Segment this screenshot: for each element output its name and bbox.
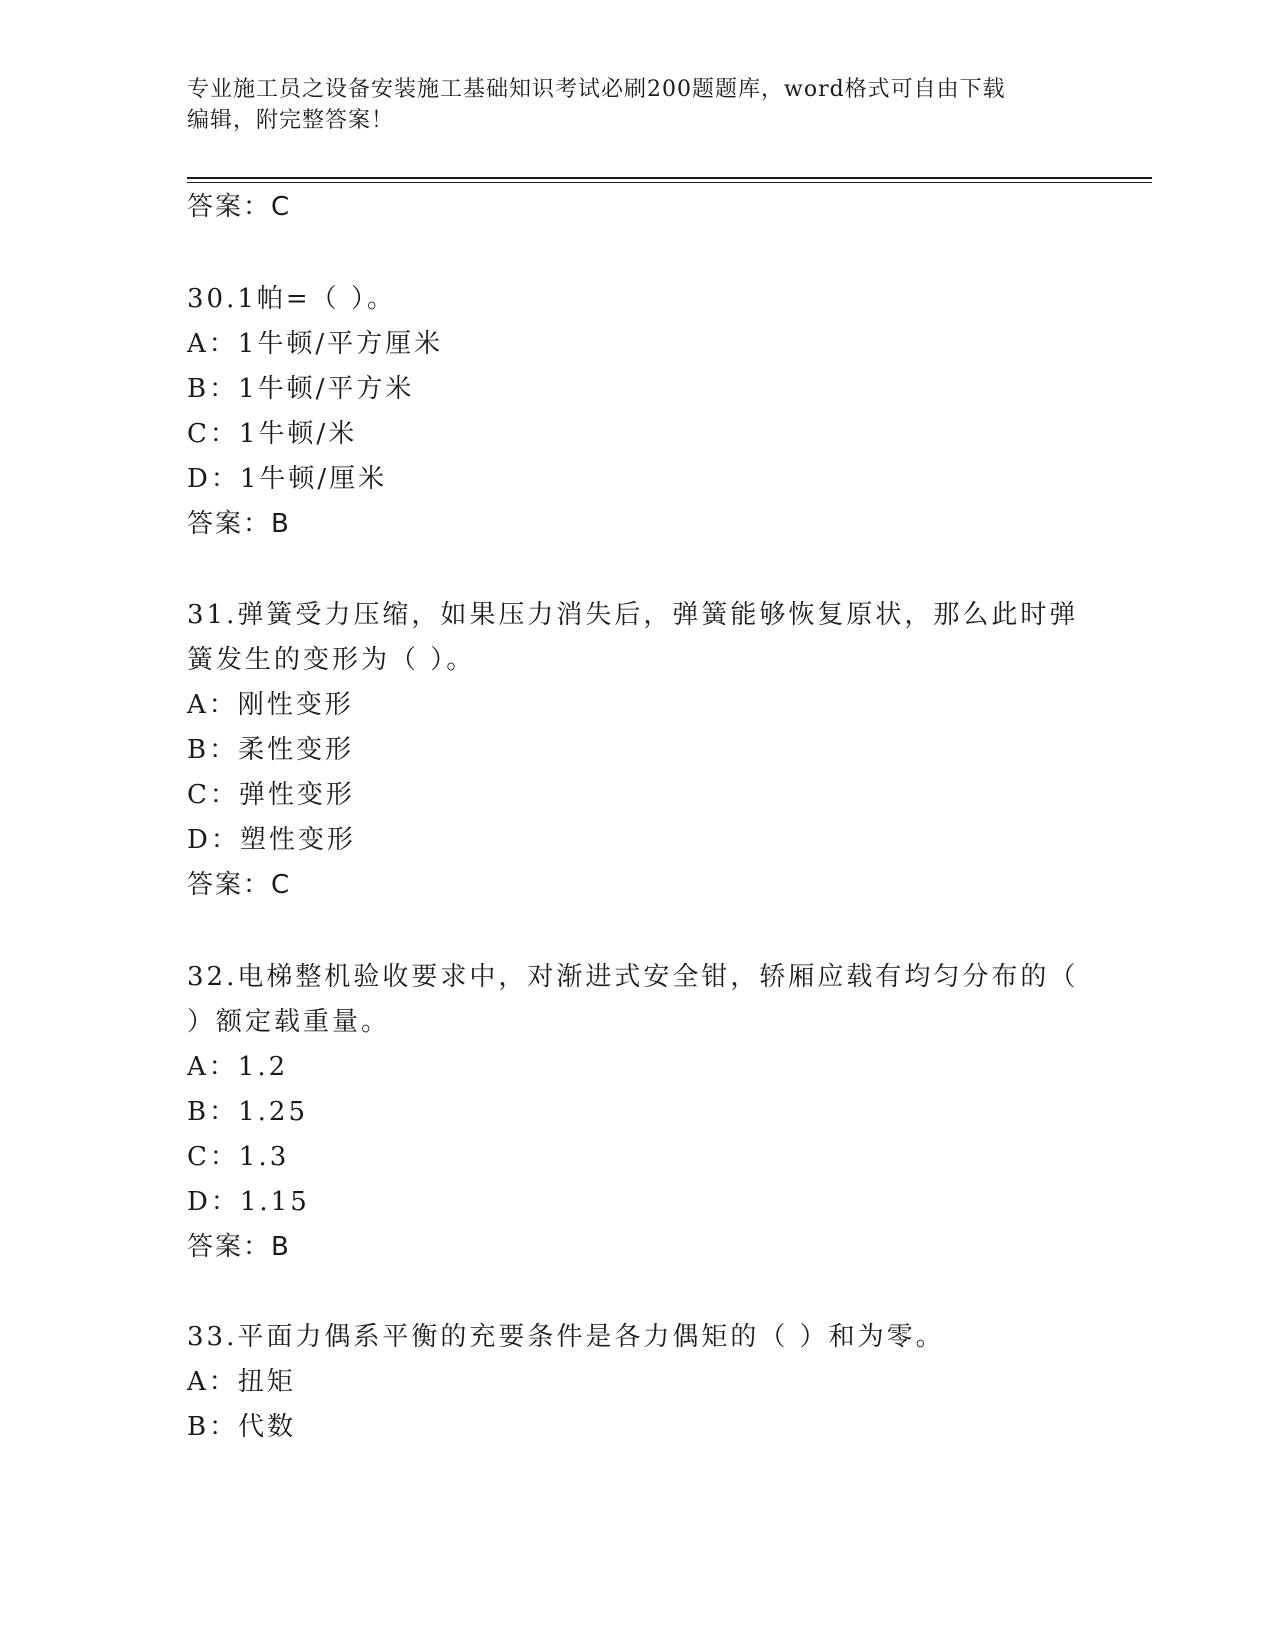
question-32-stem-line-1: 32.电梯整机验收要求中，对渐进式安全钳，轿厢应载有均匀分布的（ <box>187 962 1079 992</box>
answer-previous: 答案：C <box>187 192 292 222</box>
question-32-option-b: B：1.25 <box>187 1097 308 1127</box>
question-32-option-a: A：1.2 <box>187 1052 289 1082</box>
header-divider <box>187 177 1152 179</box>
header-line-2: 编辑，附完整答案！ <box>187 108 395 133</box>
question-32-stem-line-2: ）额定载重量。 <box>187 1007 391 1037</box>
question-31-option-d: D：塑性变形 <box>187 825 356 855</box>
header-divider-thin <box>187 182 1152 183</box>
question-30-option-b: B：1牛顿/平方米 <box>187 374 415 404</box>
question-31-option-a: A：刚性变形 <box>187 690 354 720</box>
question-30-option-c: C：1牛顿/米 <box>187 419 358 449</box>
header-line-1: 专业施工员之设备安装施工基础知识考试必刷200题题库，word格式可自由下载 <box>187 77 1006 102</box>
question-33-option-a: A：扭矩 <box>187 1367 296 1397</box>
question-30-option-a: A：1牛顿/平方厘米 <box>187 329 444 359</box>
question-33-stem: 33.平面力偶系平衡的充要条件是各力偶矩的（ ）和为零。 <box>187 1322 945 1352</box>
question-31-option-c: C：弹性变形 <box>187 780 355 810</box>
question-32-option-c: C：1.3 <box>187 1142 290 1172</box>
question-31-stem-line-2: 簧发生的变形为（ ）。 <box>187 645 476 675</box>
question-30-option-d: D：1牛顿/厘米 <box>187 464 388 494</box>
question-31-option-b: B：柔性变形 <box>187 735 355 765</box>
question-32-option-d: D：1.15 <box>187 1187 310 1217</box>
question-30-answer: 答案：B <box>187 509 291 539</box>
question-30-stem: 30.1帕=（ ）。 <box>187 284 396 314</box>
document-header <box>187 74 1087 136</box>
question-32-answer: 答案：B <box>187 1232 291 1262</box>
question-31-stem-line-1: 31.弹簧受力压缩，如果压力消失后，弹簧能够恢复原状，那么此时弹 <box>187 600 1079 630</box>
question-31-answer: 答案：C <box>187 870 292 900</box>
question-33-option-b: B：代数 <box>187 1412 297 1442</box>
